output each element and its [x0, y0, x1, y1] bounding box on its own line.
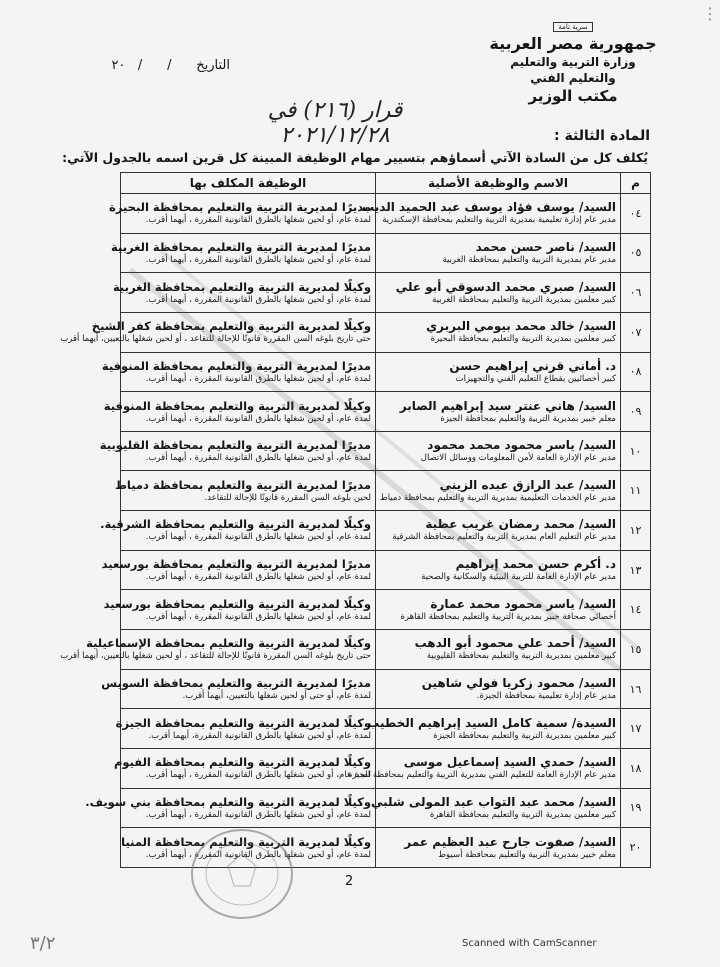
- assignment-duration: لمدة عام، أو لحين شغلها بالطرق القانونية المقررة، أيهما أقرب.: [148, 730, 371, 741]
- assigned-title: وكيلًا لمديرية التربية والتعليم بمحافظة الجيزة: [115, 715, 371, 730]
- assigned-job-cell: [112, 273, 376, 313]
- assigned-job-cell: [113, 748, 376, 788]
- decree-reference: قرار (٢١٦) في ٢٠٢١/١٢/٢٨: [267, 98, 403, 148]
- original-job-cell: [376, 828, 621, 868]
- more-options-icon[interactable]: ⋮: [702, 4, 718, 23]
- original-job-cell: [376, 233, 621, 273]
- original-job: مدير عام الإدارة العامة للتربية البيئية والسكانية والصحية: [421, 572, 616, 583]
- ministry-header: [488, 14, 658, 106]
- row-number: ١١: [621, 471, 651, 511]
- original-job-cell: [376, 273, 621, 313]
- assigned-job-cell: [101, 352, 376, 392]
- date-field: التاريخ / / ٢٠: [111, 58, 230, 73]
- person-name: السيد/ صفوت جارح عبد العظيم عمر: [404, 834, 616, 849]
- assigned-title: وكيلًا لمديرية التربية والتعليم بمحافظة الفيوم: [113, 755, 371, 770]
- row-number: ١٦: [621, 669, 651, 709]
- assigned-title: وكيلًا لمديرية التربية والتعليم بمحافظة بني سويف.: [85, 794, 371, 809]
- assignment-duration: لمدة عام، أو لحين شغلها بالطرق القانونية المقررة ، أيهما أقرب.: [145, 849, 371, 860]
- table-row: [121, 748, 651, 788]
- table-row: [121, 194, 651, 234]
- table-row: [121, 352, 651, 392]
- assigned-job-cell: [101, 550, 376, 590]
- row-number: ٠٤: [621, 194, 651, 234]
- assigned-title: مديرًا لمديرية التربية والتعليم بمحافظة السويس: [101, 676, 371, 690]
- original-job-cell: [376, 590, 621, 630]
- assigned-title: مديرًا لمديرية التربية والتعليم بمحافظة المنوفية: [101, 358, 371, 373]
- original-job-cell: [376, 669, 621, 709]
- scanner-watermark: Scanned with CamScanner: [462, 938, 597, 949]
- person-name: السيد/ أحمد علي محمود أبو الدهب: [414, 636, 616, 651]
- assigned-title: مديرًا لمديرية التربية والتعليم بمحافظة الغربية: [111, 239, 371, 254]
- table-row: [121, 471, 651, 511]
- row-number: ١٤: [621, 590, 651, 630]
- assignment-duration: لمدة عام، أو لحين شغلها بالطرق القانونية المقررة ، أيهما أقرب.: [145, 453, 371, 464]
- assignments-table: [60, 172, 651, 868]
- assigned-title: مديرًا لمديرية التربية والتعليم بمحافظة القليوبية: [99, 438, 371, 453]
- confidential-stamp: سرية تامة: [553, 22, 592, 32]
- assignment-duration: لمدة عام، أو لحين شغلها بالطرق القانونية المقررة ، أيهما أقرب.: [145, 809, 371, 820]
- assignment-duration: لمدة عام، أو لحين شغلها بالطرق القانونية المقررة ، أيهما أقرب.: [145, 373, 371, 384]
- assigned-title: وكيلًا لمديرية التربية والتعليم بمحافظة الغربية: [112, 279, 371, 294]
- person-name: السيد/ ناصر حسن محمد: [475, 239, 616, 254]
- original-job: كبير معلمين بمديرية التربية والتعليم بمحافظة الجيزة: [433, 730, 616, 741]
- assignment-duration: لمدة عام، أو لحين شغلها بالطرق القانونية المقررة ، أيهما أقرب.: [145, 413, 371, 424]
- original-job-cell: [362, 194, 621, 234]
- row-number: ١٨: [621, 748, 651, 788]
- assignment-duration: لمدة عام، أو لحين شغلها بالطرق القانونية المقررة ، أيهما أقرب.: [145, 572, 371, 583]
- assigned-job-cell: [60, 630, 376, 670]
- assignment-duration: لمدة عام، أو لحين شغلها بالطرق القانونية المقررة ، أيهما أقرب.: [145, 254, 371, 265]
- assigned-title: مديرًا لمديرية التربية والتعليم بمحافظة البحيرة: [109, 200, 371, 215]
- official-seal-icon: [188, 826, 296, 922]
- table-row: [121, 312, 651, 352]
- original-job: كبير معلمين بمديرية التربية والتعليم بمحافظة القاهرة: [429, 809, 616, 820]
- original-job-cell: [376, 511, 621, 551]
- row-number: ١٢: [621, 511, 651, 551]
- original-job: مدير عام الإدارة العامة لأمن المعلومات ووسائل الاتصال: [420, 453, 616, 464]
- original-job: مدير عام بمديرية التربية والتعليم بمحافظة الغربية: [442, 254, 616, 265]
- ministry-name: وزارة التربية والتعليم والتعليم الفني: [510, 55, 636, 85]
- original-job: معلم خبير بمديرية التربية والتعليم بمحافظة أسيوط: [438, 849, 616, 860]
- person-name: د. أكرم حسن محمد إبراهيم: [455, 557, 616, 572]
- original-job: كبير معلمين بمديرية التربية والتعليم بمحافظة البحيرة: [430, 334, 616, 345]
- original-job: مدير عام الإدارة العامة للتعليم الفني بمديرية التربية والتعليم بمحافظة الجيزة: [348, 770, 616, 781]
- office-name: مكتب الوزير: [528, 87, 618, 105]
- republic-name: جمهورية مصر العربية: [489, 34, 657, 53]
- assigned-title: وكيلًا لمديرية التربية والتعليم بمحافظة الشرقية.: [100, 517, 371, 532]
- assignment-duration: لمدة عام، أو لحين شغلها بالطرق القانونية المقررة ، أيهما أقرب.: [145, 611, 371, 622]
- row-number: ٢٠: [621, 828, 651, 868]
- original-job-cell: [370, 788, 621, 828]
- row-number: ٠٨: [621, 352, 651, 392]
- original-job: كبير أخصائيين بقطاع التعليم الفني والتجهيزات: [455, 373, 616, 384]
- assigned-job-cell: [101, 669, 376, 709]
- row-number: ٠٧: [621, 312, 651, 352]
- person-name: السيد/ محمد رمضان غريب عطية: [425, 517, 616, 532]
- assigned-job-cell: [85, 788, 376, 828]
- row-number: ١٠: [621, 431, 651, 471]
- person-name: السيدة/ سمية كامل السيد إبراهيم الخطيب: [367, 715, 616, 730]
- original-job-cell: [376, 630, 621, 670]
- original-job-cell: [367, 709, 621, 749]
- table-row: [121, 590, 651, 630]
- person-name: السيد/ عبد الرازق عبده الزيني: [439, 477, 616, 492]
- row-number: ١٥: [621, 630, 651, 670]
- assignment-duration: حتى تاريخ بلوغه السن المقررة قانونًا للإحالة للتقاعد ، أو لحين شغلها بالتعيين، أيهما أقرب: [60, 651, 371, 662]
- assigned-title: وكيلًا لمديرية التربية والتعليم بمحافظة الإسماعيلية: [86, 636, 371, 651]
- person-name: السيد/ حمدي السيد إسماعيل موسى: [403, 755, 616, 770]
- assigned-job-cell: [103, 392, 376, 432]
- person-name: د. أماني قرني إبراهيم حسن: [449, 358, 616, 373]
- row-number: ٠٩: [621, 392, 651, 432]
- assignment-duration: لمدة عام، أو لحين شغلها بالطرق القانونية المقررة ، أيهما أقرب.: [145, 532, 371, 543]
- article-title: المادة الثالثة :: [554, 128, 650, 144]
- table-header-row: [121, 173, 651, 194]
- row-number: ٠٥: [621, 233, 651, 273]
- original-job-cell: [376, 352, 621, 392]
- person-name: السيد/ هاني عنتر سيد إبراهيم الصابر: [399, 398, 616, 413]
- table-row: [121, 669, 651, 709]
- row-number: ٠٦: [621, 273, 651, 313]
- person-name: السيد/ ياسر محمود محمد عمارة: [430, 596, 616, 611]
- original-job-cell: [376, 550, 621, 590]
- person-name: السيد/ يوسف فؤاد يوسف عبد الحميد الديب: [362, 200, 616, 215]
- person-name: السيد/ صبري محمد الدسوقي أبو علي: [395, 279, 616, 294]
- assigned-title: وكيلًا لمديرية التربية والتعليم بمحافظة المنوفية: [103, 398, 371, 413]
- table-row: [121, 550, 651, 590]
- table-row: [121, 709, 651, 749]
- assigned-title: مديرًا لمديرية التربية والتعليم بمحافظة بورسعيد: [101, 557, 371, 572]
- row-number: ١٣: [621, 550, 651, 590]
- table-row: [121, 233, 651, 273]
- assigned-job-cell: [109, 194, 376, 234]
- person-name: السيد/ محمد عبد التواب عبد المولى شلبي: [370, 794, 616, 809]
- original-job-cell: [348, 748, 621, 788]
- assigned-job-cell: [115, 709, 376, 749]
- assigned-job-cell: [100, 511, 376, 551]
- original-job: مدير عام الخدمات التعليمية بمديرية التربية والتعليم بمحافظة دمياط: [379, 492, 616, 503]
- table-row: [121, 273, 651, 313]
- assigned-job-cell: [111, 233, 376, 273]
- original-job-cell: [376, 392, 621, 432]
- assignment-duration: لمدة عام، أو لحين شغلها بالطرق القانونية المقررة ، أيهما أقرب.: [145, 294, 371, 305]
- person-name: السيد/ محمود زكريا فولي شاهين: [421, 676, 616, 690]
- row-number: ١٩: [621, 788, 651, 828]
- original-job: مدير عام التعليم العام بمديرية التربية والتعليم بمحافظة الشرقية: [392, 532, 616, 543]
- assignment-duration: حتى تاريخ بلوغه السن المقررة قانونًا للإحالة للتقاعد ، أو لحين شغلها بالتعيين، أيهما أقرب: [60, 334, 371, 345]
- header-assigned-job: الوظيفة المكلف بها: [121, 173, 376, 194]
- row-number: ١٧: [621, 709, 651, 749]
- table-row: [121, 431, 651, 471]
- assigned-title: وكيلًا لمديرية التربية والتعليم بمحافظة كفر الشيخ: [91, 319, 371, 334]
- page-fraction: ٣/٢: [30, 933, 56, 954]
- original-job-cell: [376, 312, 621, 352]
- assigned-job-cell: [99, 431, 376, 471]
- intro-text: يُكلف كل من السادة الآتي أسماؤهم بتسيير مهام الوظيفة المبينة كل قرين اسمه بالجدول الآتي:: [62, 150, 648, 165]
- person-name: السيد/ ياسر محمود محمد محمود: [427, 438, 616, 453]
- assigned-job-cell: [103, 590, 376, 630]
- header-number: م: [621, 173, 651, 194]
- table-row: [121, 511, 651, 551]
- person-name: السيد/ خالد محمد بيومي البربري: [426, 319, 616, 334]
- original-job: مدير عام إدارة تعليمية بمحافظة الجيزة.: [476, 691, 616, 701]
- original-job: مدير عام إدارة تعليمية بمديرية التربية والتعليم بمحافظة الإسكندرية: [382, 215, 616, 226]
- original-job: أخصائي صحافة خبير بمديرية التربية والتعليم بمحافظة القاهرة: [400, 611, 616, 622]
- table-row: [121, 630, 651, 670]
- original-job: معلم خبير بمديرية التربية والتعليم بمحافظة الجيزة: [440, 413, 616, 424]
- assigned-title: وكيلًا لمديرية التربية والتعليم بمحافظة المنيا: [121, 834, 371, 849]
- header-original-job: الاسم والوظيفة الأصلية: [376, 173, 621, 194]
- assigned-job-cell: [60, 312, 376, 352]
- assignment-duration: لحين بلوغه السن المقررة قانونًا للإحالة للتقاعد.: [204, 492, 371, 503]
- assignment-duration: لمدة عام، أو لحين شغلها بالطرق القانونية المقررة ، أيهما أقرب.: [145, 215, 371, 226]
- assignment-duration: لمدة عام، أو لحين شغلها بالطرق القانونية المقررة ، أيهما أقرب.: [145, 770, 371, 781]
- original-job: كبير معلمين بمديرية التربية والتعليم بمحافظة القليوبية: [426, 651, 616, 662]
- assigned-title: مديرًا لمديرية التربية والتعليم بمحافظة دمياط: [114, 477, 371, 492]
- table-row: [121, 788, 651, 828]
- page-number: 2: [345, 874, 354, 889]
- original-job: كبير معلمين بمديرية التربية والتعليم بمحافظة الغربية: [432, 294, 616, 305]
- original-job-cell: [376, 471, 621, 511]
- table-row: [121, 392, 651, 432]
- assigned-title: وكيلًا لمديرية التربية والتعليم بمحافظة بورسعيد: [103, 596, 371, 611]
- assignment-duration: لمدة عام، أو حتى أو لحين شغلها بالتعيين، أيهما أقرب.: [182, 691, 371, 701]
- original-job-cell: [376, 431, 621, 471]
- assigned-job-cell: [114, 471, 376, 511]
